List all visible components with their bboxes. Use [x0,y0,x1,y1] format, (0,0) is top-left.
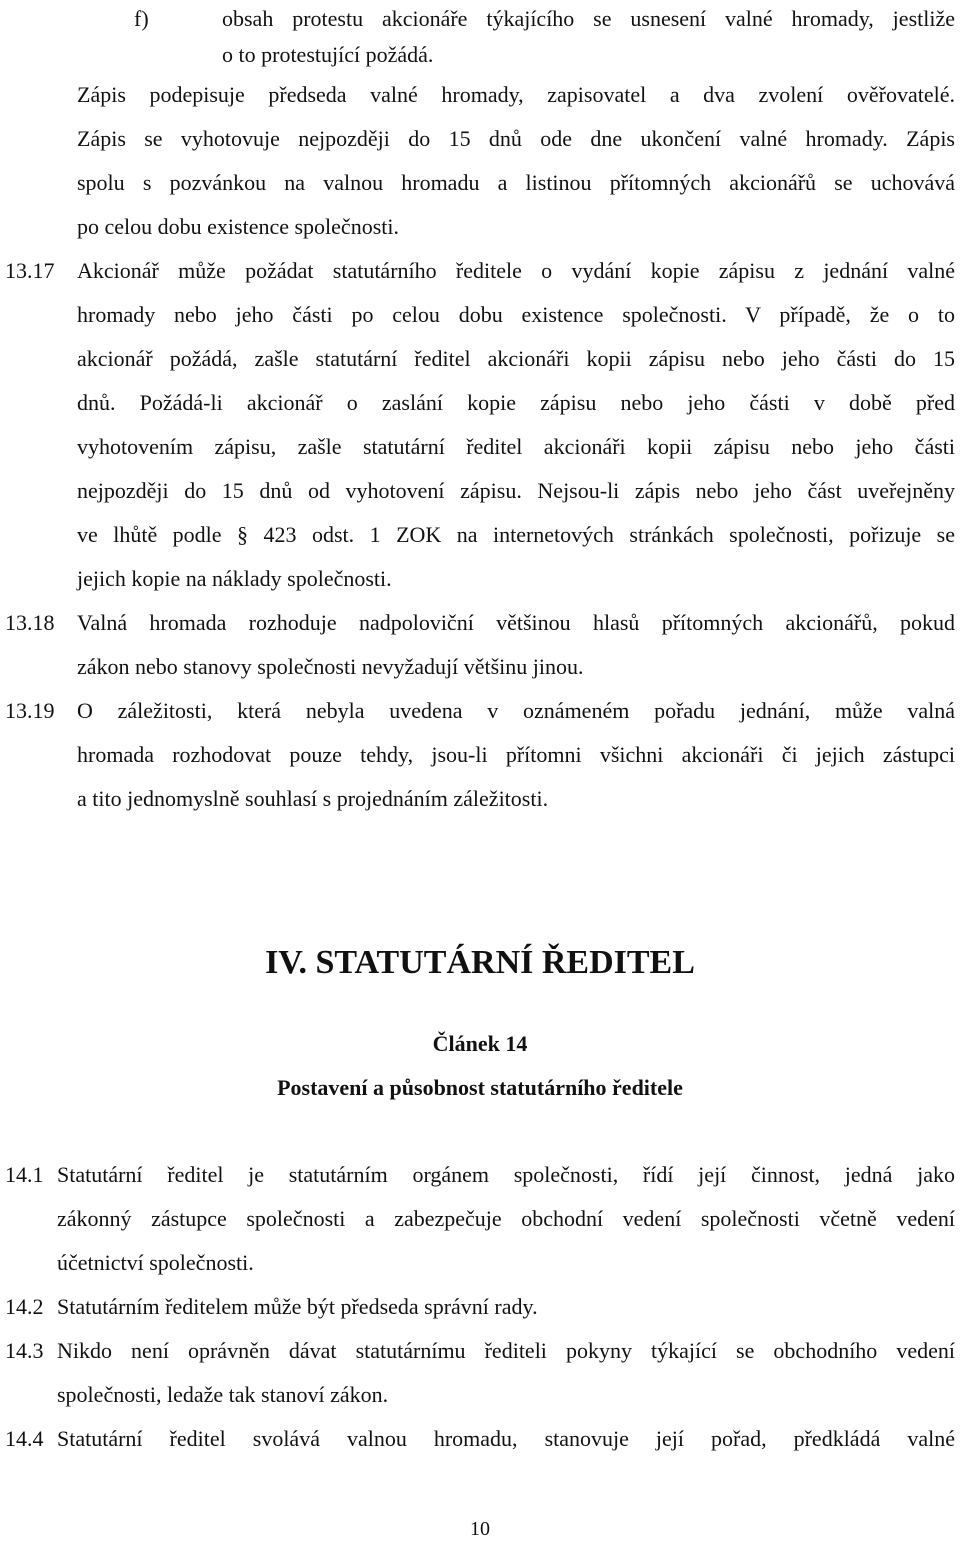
article-title: Postavení a působnost statutárního ředitele [277,1075,683,1100]
paragraph-line: spolu s pozvánkou na valnou hromadu a listinou přítomných akcionářů se uchovává [77,170,955,195]
clause-line: Valná hromada rozhoduje nadpoloviční většinou hlasů přítomných akcionářů, pokud [77,610,955,635]
page-number: 10 [470,1518,490,1540]
clause-line: zákonný zástupce společnosti a zabezpečuje obchodní vedení společnosti včetně vedení [57,1206,955,1231]
clause-line: a tito jednomyslně souhlasí s projednáním záležitosti. [77,786,549,811]
clause-number: 14.2 [5,1294,44,1319]
clause-line: vyhotovením zápisu, zašle statutární ředitel akcionáři kopii zápisu nebo jeho části [77,434,955,459]
paragraph-line: Zápis podepisuje předseda valné hromady, zapisovatel a dva zvolení ověřovatelé. [77,82,955,107]
clause-number: 14.1 [5,1162,44,1187]
clause-number: 13.17 [5,258,55,283]
clause-line: O záležitosti, která nebyla uvedena v oznámeném pořadu jednání, může valná [77,698,955,723]
item-f-line-1: obsah protestu akcionáře týkajícího se usnesení valné hromady, jestliže [222,6,955,31]
clause-line: účetnictví společnosti. [57,1250,254,1275]
clause-line: zákon nebo stanovy společnosti nevyžadují většinu jinou. [77,654,584,679]
clause-line: společnosti, ledaže tak stanoví zákon. [57,1382,389,1407]
list-marker-f: f) [134,6,149,31]
item-f-line-2: o to protestující požádá. [222,42,434,67]
clause-line: Statutární ředitel svolává valnou hromadu, stanovuje její pořad, předkládá valné [57,1426,955,1451]
clause-line: ve lhůtě podle § 423 odst. 1 ZOK na internetových stránkách společnosti, pořizuje se [77,522,955,547]
paragraph-line: po celou dobu existence společnosti. [77,214,399,239]
clause-line: nejpozději do 15 dnů od vyhotovení zápisu. Nejsou-li zápis nebo jeho část uveřejněny [77,478,955,503]
clause-line: hromada rozhodovat pouze tehdy, jsou-li přítomni všichni akcionáři či jejich zástupci [77,742,955,767]
clause-line: Statutární ředitel je statutárním orgánem společnosti, řídí její činnost, jedná jako [57,1162,955,1187]
clause-line: hromady nebo jeho části po celou dobu existence společnosti. V případě, že o to [77,302,955,327]
clause-number: 13.19 [5,698,55,723]
clause-number: 14.3 [5,1338,44,1363]
clause-line: Statutárním ředitelem může být předseda správní rady. [57,1294,538,1319]
clause-line: Akcionář může požádat statutárního ředitele o vydání kopie zápisu z jednání valné [77,258,955,283]
clause-number: 14.4 [5,1426,44,1451]
paragraph-line: Zápis se vyhotovuje nejpozději do 15 dnů ode dne ukončení valné hromady. Zápis [77,126,955,151]
clause-line: Nikdo není oprávněn dávat statutárnímu řediteli pokyny týkající se obchodního vedení [57,1338,955,1363]
part-heading: IV. STATUTÁRNÍ ŘEDITEL [265,944,695,981]
clause-number: 13.18 [5,610,55,635]
clause-line: jejich kopie na náklady společnosti. [77,566,392,591]
article-heading: Článek 14 [432,1031,528,1056]
clause-line: akcionář požádá, zašle statutární ředitel akcionáři kopii zápisu nebo jeho části do 15 [77,346,955,371]
clause-line: dnů. Požádá-li akcionář o zaslání kopie zápisu nebo jeho části v době před [77,390,955,415]
